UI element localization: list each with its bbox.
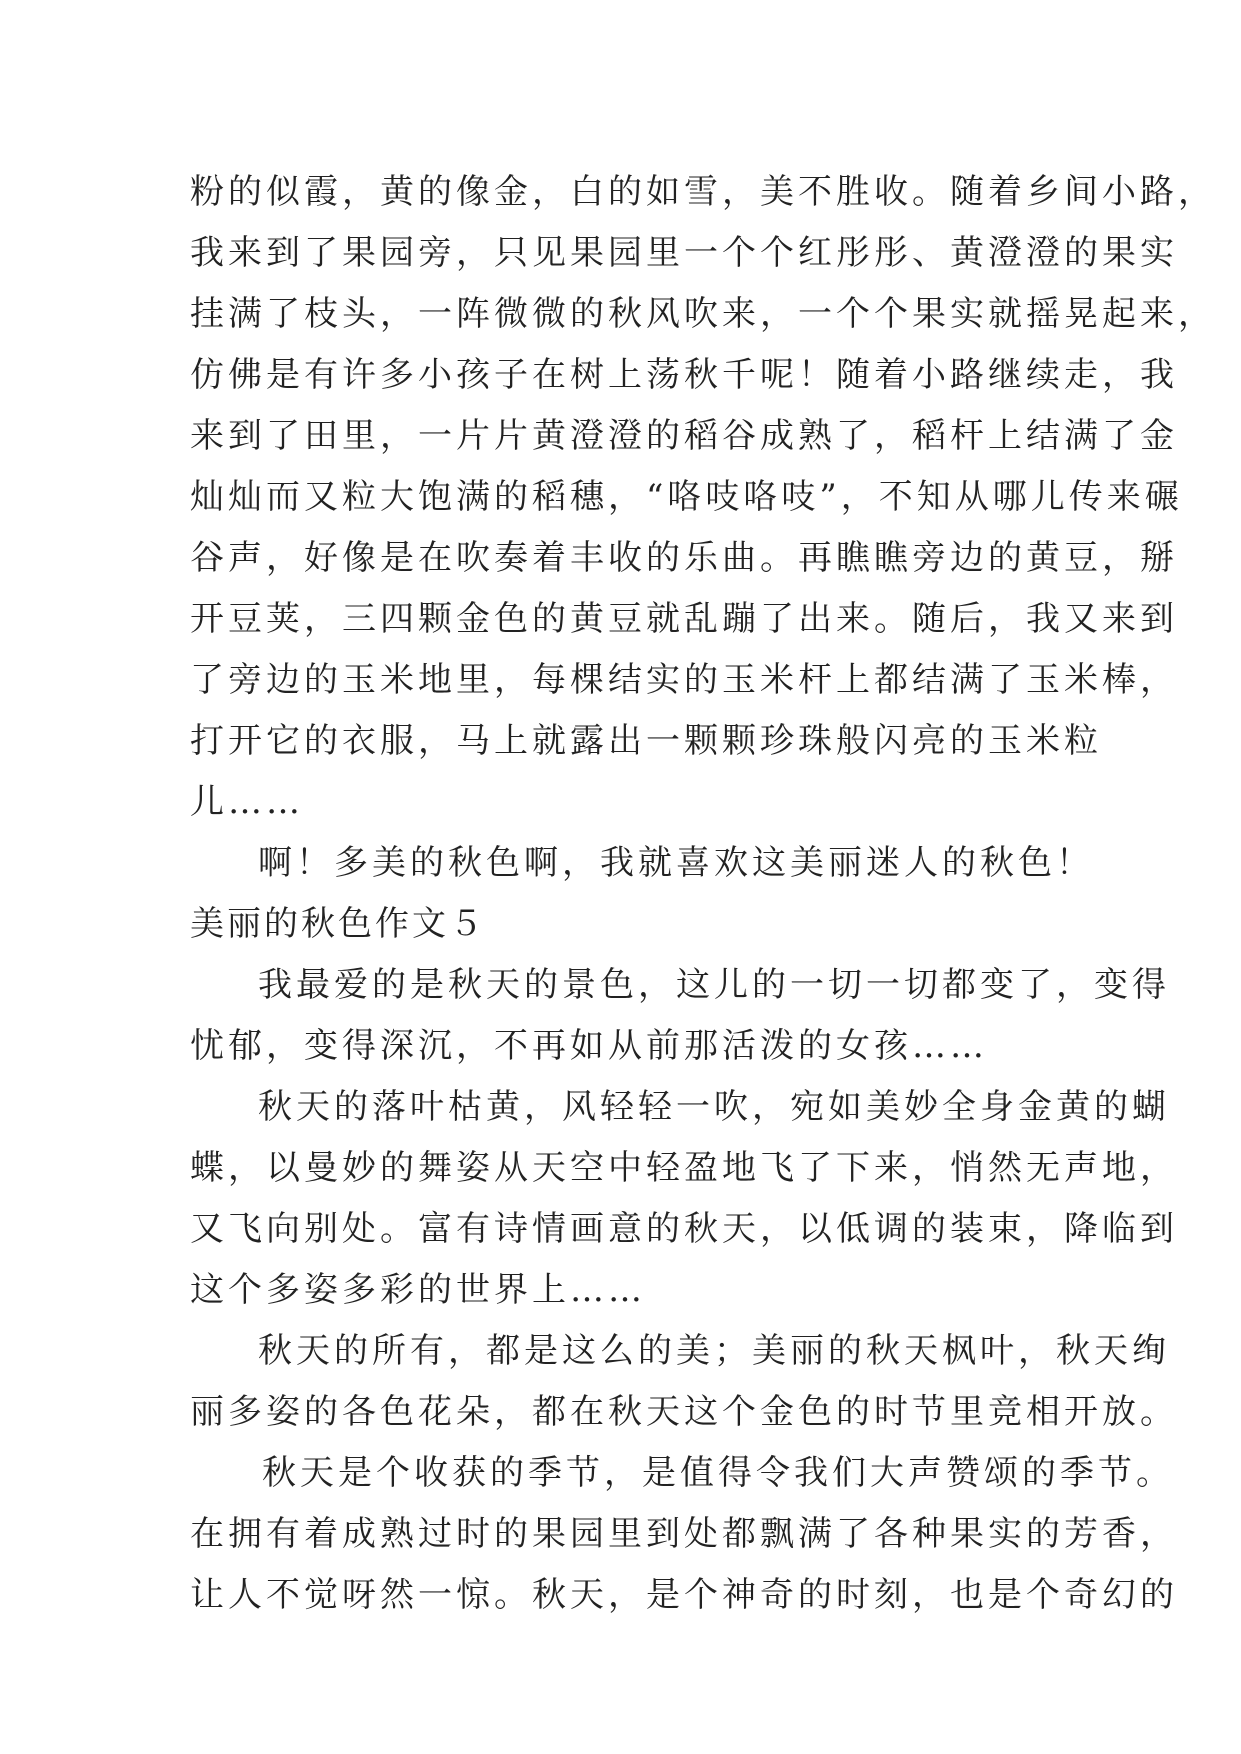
paragraph-line: 这个多姿多彩的世界上…… (190, 1270, 646, 1310)
paragraph-line: 谷声，好像是在吹奏着丰收的乐曲。再瞧瞧旁边的黄豆，掰 (190, 538, 1178, 578)
paragraph-line: 来到了田里，一片片黄澄澄的稻谷成熟了，稻杆上结满了金 (190, 416, 1178, 456)
paragraph-line: 打开它的衣服，马上就露出一颗颗珍珠般闪亮的玉米粒 (190, 721, 1102, 761)
paragraph-line: 仿佛是有许多小孩子在树上荡秋千呢！随着小路继续走，我 (190, 355, 1178, 395)
paragraph-line: 在拥有着成熟过时的果园里到处都飘满了各种果实的芳香， (190, 1514, 1178, 1554)
paragraph-line: 秋天的所有，都是这么的美；美丽的秋天枫叶，秋天绚 (258, 1331, 1170, 1371)
section-heading: 美丽的秋色作文５ (190, 904, 486, 944)
paragraph-line: 秋天是个收获的季节，是值得令我们大声赞颂的季节。 (262, 1453, 1174, 1493)
paragraph-line: 了旁边的玉米地里，每棵结实的玉米杆上都结满了玉米棒， (190, 660, 1178, 700)
paragraph-line: 灿灿而又粒大饱满的稻穗，“咯吱咯吱”，不知从哪儿传来碾 (190, 477, 1183, 517)
paragraph-line: 我最爱的是秋天的景色，这儿的一切一切都变了，变得 (258, 965, 1170, 1005)
paragraph-line: 儿…… (190, 782, 304, 822)
paragraph-line: 我来到了果园旁，只见果园里一个个红彤彤、黄澄澄的果实 (190, 233, 1178, 273)
paragraph-line: 忧郁，变得深沉，不再如从前那活泼的女孩…… (190, 1026, 988, 1066)
paragraph-line: 让人不觉呀然一惊。秋天，是个神奇的时刻，也是个奇幻的 (190, 1575, 1178, 1615)
document-body (190, 162, 1216, 1626)
paragraph-line: 又飞向别处。富有诗情画意的秋天，以低调的装束，降临到 (190, 1209, 1178, 1249)
paragraph-line: 秋天的落叶枯黄，风轻轻一吹，宛如美妙全身金黄的蝴 (258, 1087, 1170, 1127)
paragraph-line: 开豆荚，三四颗金色的黄豆就乱蹦了出来。随后，我又来到 (190, 599, 1178, 639)
paragraph-line: 挂满了枝头，一阵微微的秋风吹来，一个个果实就摇晃起来， (190, 294, 1216, 334)
paragraph-line: 啊！多美的秋色啊，我就喜欢这美丽迷人的秋色！ (258, 843, 1094, 883)
paragraph-line: 粉的似霞，黄的像金，白的如雪，美不胜收。随着乡间小路， (190, 172, 1216, 212)
paragraph-line: 丽多姿的各色花朵，都在秋天这个金色的时节里竞相开放。 (190, 1392, 1178, 1432)
paragraph-line: 蝶，以曼妙的舞姿从天空中轻盈地飞了下来，悄然无声地， (190, 1148, 1178, 1188)
